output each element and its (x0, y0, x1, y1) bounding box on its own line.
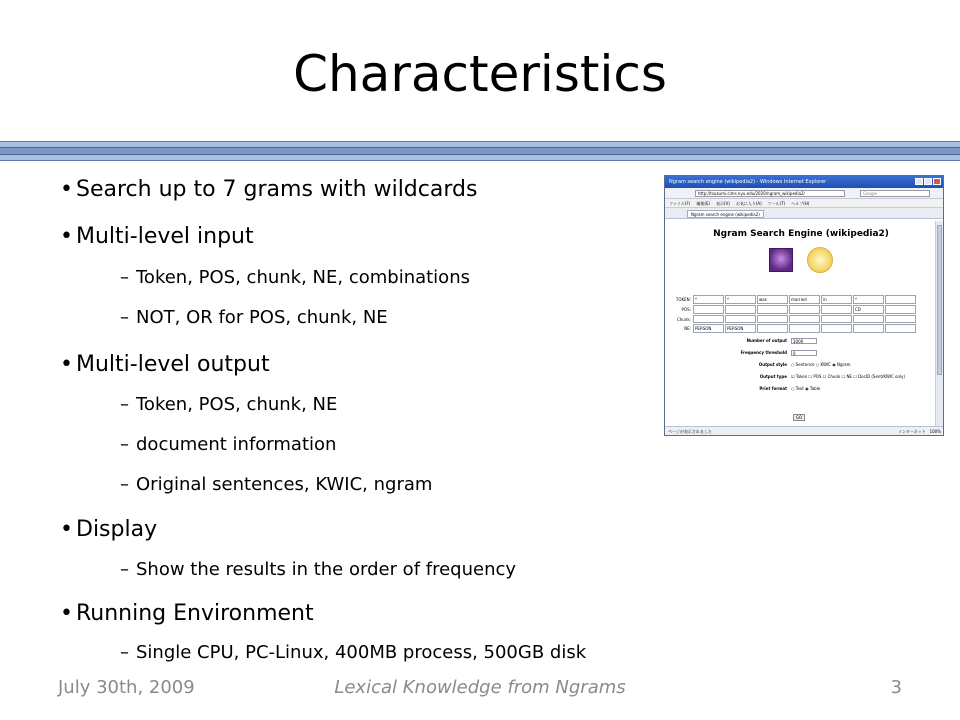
option-row (665, 337, 937, 345)
url-field: http://tsuzumi.cims.nyu.edu/2020/ngram_wikipedia2/ (695, 190, 845, 197)
browser-statusbar (665, 426, 944, 435)
grid-cell (885, 315, 916, 323)
sub-bullet-item (58, 473, 678, 497)
bullet-item (58, 516, 678, 544)
sub-bullet-text: document information (136, 434, 337, 455)
sub-bullet-text: Token, POS, chunk, NE (136, 394, 338, 415)
dash-icon: – (120, 434, 129, 455)
grid-cell (821, 305, 852, 314)
sub-bullet-text: Original sentences, KWIC, ngram (136, 474, 433, 495)
bullet-icon: • (60, 224, 73, 249)
footer-title: Lexical Knowledge from Ngrams (334, 677, 626, 698)
grid-label: POS: (681, 307, 691, 312)
grid-label: TOKEN: (675, 297, 691, 302)
browser-tab: Ngram search engine (wikipedia2) (687, 210, 764, 218)
option-row (665, 349, 937, 357)
title-divider (0, 141, 960, 161)
zone-text: インターネット (898, 429, 926, 434)
num-output-field: 1000 (791, 338, 817, 344)
grid-cell (789, 324, 820, 333)
grid-cell (693, 315, 724, 323)
option-row (665, 361, 937, 369)
grid-cell: PERSON (725, 324, 756, 333)
grid-cell (853, 324, 884, 333)
grid-label: NE: (684, 326, 691, 331)
slide-title: Characteristics (293, 45, 667, 103)
zoom-text: 100% (929, 429, 941, 434)
browser-scrollbar (935, 221, 943, 427)
browser-titlebar (665, 176, 943, 188)
menu-item: お気に入り(A) (735, 201, 762, 206)
option-label: Number of output (746, 338, 787, 343)
dash-icon: – (120, 474, 129, 495)
option-label: Frequency threshold (740, 350, 787, 355)
sub-bullet-item (58, 433, 678, 457)
grid-cell: in (821, 295, 852, 304)
bullet-text: Search up to 7 grams with wildcards (76, 177, 478, 202)
minimize-icon (915, 178, 923, 185)
window-title: Ngram search engine (wikipedia2) - Windows Internet Explorer (669, 179, 827, 185)
output-style-options: ○ Sentence ○ KWIC ◉ Ngram (791, 362, 851, 367)
grid-cell (821, 315, 852, 323)
grid-cell (885, 324, 916, 333)
browser-page (665, 221, 937, 427)
close-icon (933, 178, 941, 185)
browser-search-field: Google (860, 190, 930, 197)
bullet-item (58, 223, 678, 251)
option-row (665, 385, 937, 393)
dash-icon: – (120, 559, 129, 580)
bullet-item (58, 176, 678, 204)
option-value-wrap (791, 349, 817, 357)
bullet-item (58, 600, 678, 628)
dash-icon: – (120, 267, 129, 288)
footer-date: July 30th, 2009 (58, 677, 195, 698)
go-button: GO (793, 414, 805, 421)
grid-cell (757, 324, 788, 333)
dash-icon: – (120, 307, 129, 328)
grid-label: Chunk: (676, 316, 691, 322)
option-label: Output style (758, 362, 787, 367)
grid-cell: was (757, 295, 788, 304)
query-grid (671, 294, 917, 334)
sub-bullet-text: NOT, OR for POS, chunk, NE (136, 307, 388, 328)
sub-bullet-item (58, 306, 678, 330)
dash-icon: – (120, 642, 129, 663)
print-format-options: ○ Text ◉ Table (791, 386, 821, 391)
bullet-icon: • (60, 517, 73, 542)
browser-tabbar (665, 208, 943, 219)
grid-cell: * (725, 295, 756, 304)
zoom-level (898, 427, 941, 436)
sub-bullet-text: Show the results in the order of frequency (136, 559, 517, 580)
grid-cell (757, 315, 788, 323)
grid-cell: * (693, 295, 724, 304)
grid-row-ne (672, 324, 916, 333)
grid-cell (789, 305, 820, 314)
grid-row-chunk (672, 315, 916, 323)
bullet-icon: • (60, 352, 73, 377)
bullet-text: Display (76, 517, 158, 542)
freq-threshold-field: 0 (791, 350, 817, 356)
grid-cell (821, 324, 852, 333)
status-text: ページが表示されました (668, 429, 712, 434)
bullet-text: Multi-level input (76, 224, 254, 249)
logo-left (769, 248, 793, 272)
option-row (665, 373, 937, 381)
dash-icon: – (120, 394, 129, 415)
logo-right (807, 247, 833, 273)
menu-item: 表示(V) (716, 201, 730, 206)
option-label: Print format (759, 386, 787, 391)
bullet-list (58, 172, 678, 665)
menu-item: ツール(T) (767, 201, 786, 206)
bullet-icon: • (60, 177, 73, 202)
option-value-wrap (791, 337, 817, 345)
page-heading: Ngram Search Engine (wikipedia2) (713, 229, 889, 239)
grid-cell: CD (853, 305, 884, 314)
grid-cell: PERSON (693, 324, 724, 333)
bullet-text: Multi-level output (76, 352, 270, 377)
grid-cell (885, 305, 916, 314)
title-divider-inner (0, 147, 960, 155)
sub-bullet-item (58, 393, 678, 417)
sub-bullet-item (58, 266, 678, 290)
slide-number: 3 (890, 677, 902, 698)
menu-item: ヘルプ(H) (791, 201, 810, 206)
browser-menu (665, 199, 943, 208)
menu-item: 編集(E) (696, 201, 710, 206)
sub-bullet-item (58, 641, 678, 665)
grid-cell (885, 295, 916, 304)
bullet-icon: • (60, 601, 73, 626)
grid-cell (757, 305, 788, 314)
bullet-text: Running Environment (76, 601, 314, 626)
search-engine-screenshot (664, 175, 944, 436)
grid-cell (725, 305, 756, 314)
grid-cell (725, 315, 756, 323)
grid-row-token (672, 295, 916, 304)
grid-cell (853, 315, 884, 323)
scrollbar-thumb (937, 225, 942, 375)
maximize-icon (924, 178, 932, 185)
grid-row-pos (672, 305, 916, 314)
sub-bullet-text: Token, POS, chunk, NE, combinations (136, 267, 470, 288)
grid-cell: * (853, 295, 884, 304)
bullet-item (58, 351, 678, 379)
grid-cell: married (789, 295, 820, 304)
option-label: Output type (759, 374, 787, 379)
sub-bullet-text: Single CPU, PC-Linux, 400MB process, 500GB disk (136, 642, 587, 663)
sub-bullet-item (58, 558, 678, 582)
address-bar (665, 188, 943, 199)
output-type-options: ☑ Token ☐ POS ☐ Chunk ☐ NE ☐ DocID (Sent/KWIC only) (791, 374, 906, 379)
grid-cell (693, 305, 724, 314)
grid-cell (789, 315, 820, 323)
menu-item: ファイル(F) (669, 201, 691, 206)
